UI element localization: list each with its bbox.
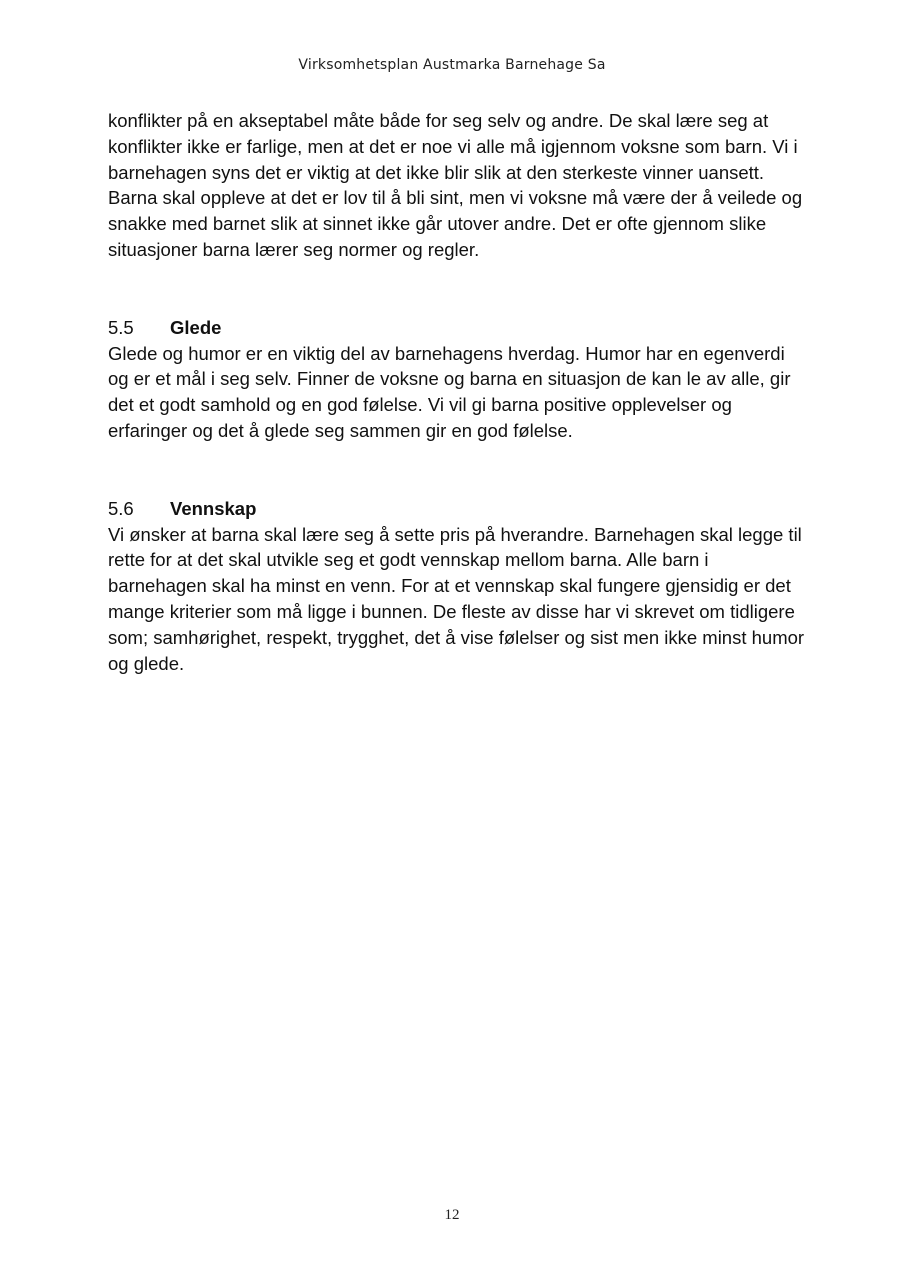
section-heading-glede	[108, 315, 808, 341]
intro-paragraph: konflikter på en akseptabel måte både for seg selv og andre. De skal lære seg at konflikter ikke er farlige, men at det er noe vi alle må igjennom voksne som barn. Vi i barnehagen syns det er viktig at det ikke blir slik at den sterkeste vinner uansett.	[108, 110, 798, 183]
section-title: Vennskap	[170, 497, 257, 519]
page-content	[108, 108, 808, 676]
section-heading-vennskap	[108, 496, 808, 522]
page-number: 12	[444, 1207, 460, 1223]
running-header: Virksomhetsplan Austmarka Barnehage Sa	[298, 57, 606, 73]
section-number: 5.6	[108, 497, 134, 519]
section-title: Glede	[170, 316, 222, 338]
section-body-vennskap: Vi ønsker at barna skal lære seg å sette pris på hverandre. Barnehagen skal legge til rette for at det skal utvikle seg et godt vennskap mellom barna. Alle barn i barnehagen skal ha minst en venn. For at et vennskap skal fungere gjensidig er det mange kriterier som må ligge i bunnen. De fleste av disse har vi skrevet om tidligere som; samhørighet, respekt, trygghet, det å vise følelser og sist men ikke minst humor og glede.	[108, 523, 805, 674]
section-number: 5.5	[108, 316, 134, 338]
intro-paragraph: Barna skal oppleve at det er lov til å bli sint, men vi voksne må være der å veilede og snakke med barnet slik at sinnet ikke går utover andre. Det er ofte gjennom slike situasjoner barna lærer seg normer og regler.	[108, 187, 803, 260]
section-body-glede: Glede og humor er en viktig del av barnehagens hverdag. Humor har en egenverdi og er et mål i seg selv. Finner de voksne og barna en situasjon de kan le av alle, gir det et godt samhold og en god følelse. Vi vil gi barna positive opplevelser og erfaringer og det å glede seg sammen gir en god følelse.	[108, 342, 791, 441]
